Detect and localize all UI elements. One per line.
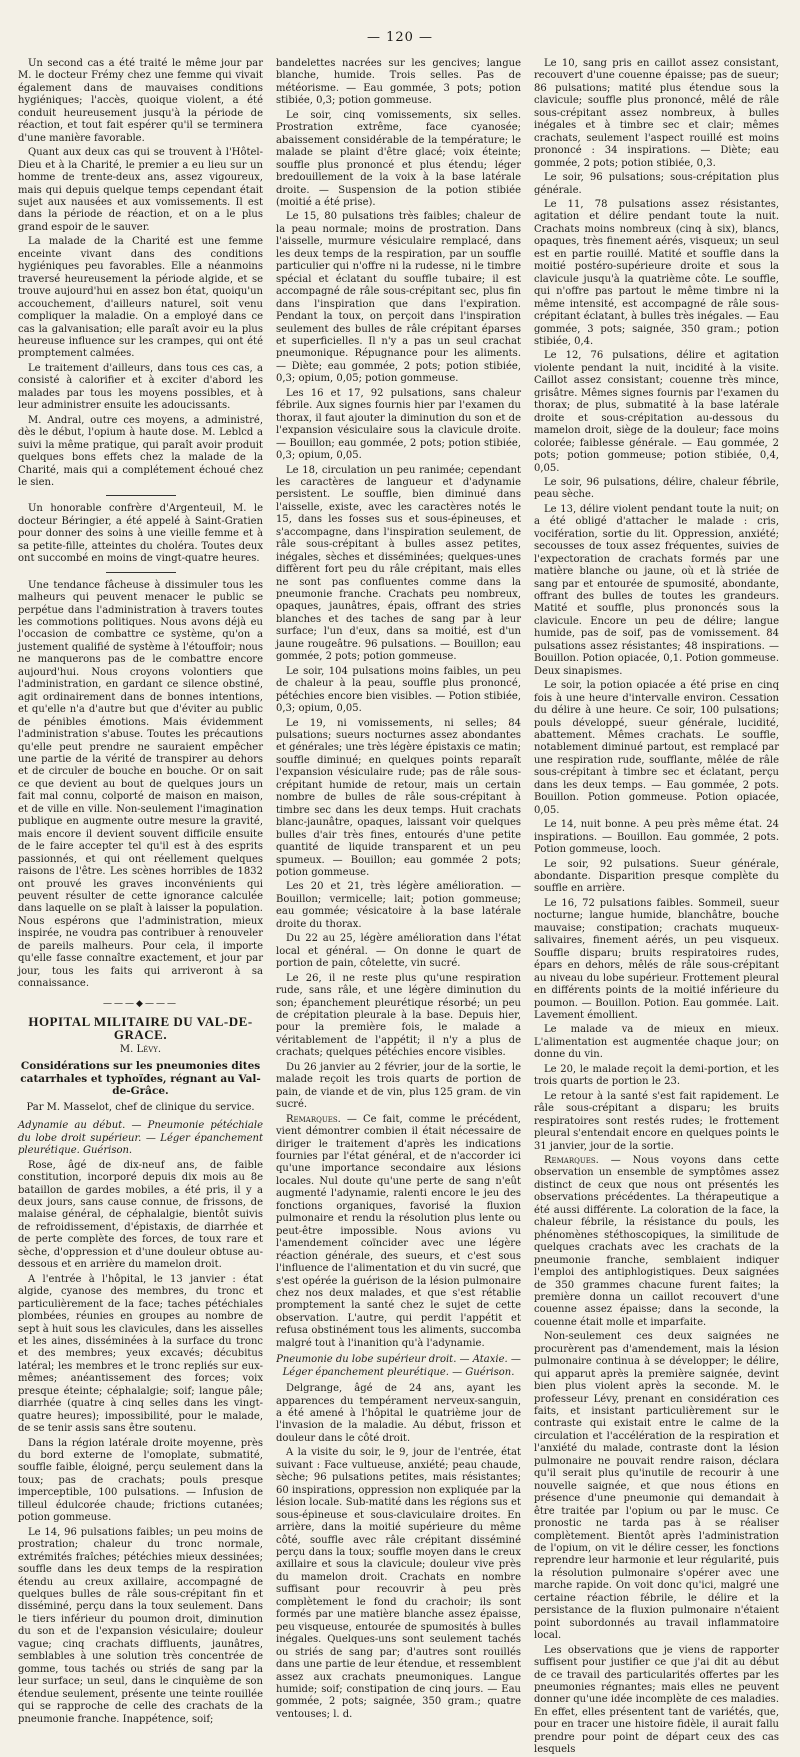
paragraph: A l'entrée à l'hôpital, le 13 janvier : état algide, cyanose des membres, du tronc et particulièrement de la face; taches pétéchiales plombées, réunies en groupes au nombre de sept à huit sous les clavicules, dans les aisselles et les aines, disséminées à la surface du tronc et des membres; yeux excavés; décubitus latéral; les membres et le tronc repliés sur eux-mêmes; anéantissement des forces; voix presque éteinte; céphalalgie; soif; langue pâle; diarrhée (quatre à cinq selles dans les vingt-quatre heures); impossibilité, pour le malade, de se tenir assis sans être soutenu.	[18, 1273, 263, 1435]
paragraph: Le 20, le malade reçoit la demi-portion, et les trois quarts de portion le 23.	[534, 1063, 779, 1088]
paragraph: Dans la région latérale droite moyenne, près du bord externe de l'omoplate, submatité, souffle faible, éloigné, perçu seulement dans la toux; pas de crachats; pouls presque imperceptible, 100 pulsations. — Infusion de tilleul édulcorée chaude; frictions cutanées; potion gommeuse.	[18, 1437, 263, 1524]
paragraph: Le 18, circulation un peu ranimée; cependant les caractères de langueur et d'adynamie persistent. Le souffle, bien diminué dans l'aisselle, existe, avec les caractères notés le 15, dans les fosses sus et sous-épineuses, et s'accompagne, dans l'inspiration seulement, de râle sous-crépitant à bulles assez petites, inégales, sèches et disséminées; quelques-unes diffèrent fort peu du râle crépitant, mais elles ne sont pas confluentes comme dans la pneumonie franche. Crachats peu nombreux, opaques, jaunâtres, épais, offrant des stries blanches et des taches de sang par à leur surface; l'un d'eux, dans sa moitié, est d'un jaune rougeâtre. 96 pulsations. — Bouillon; eau gommée, 2 pots; potion gommeuse.	[276, 464, 521, 663]
section-title: HOPITAL MILITAIRE DU VAL-DE-GRACE.	[28, 1014, 253, 1042]
paragraph: Du 22 au 25, légère amélioration dans l'état local et général. — On donne le quart de portion de pain, côtelette, vin sucré.	[276, 933, 521, 970]
section-subtitle: Considérations sur les pneumonies dites catarrhales et typhoïdes, régnant au Val-de-Grâce.	[20, 1060, 261, 1098]
paragraph: bandelettes nacrées sur les gencives; langue blanche, humide. Trois selles. Pas de météorisme. — Eau gommée, 3 pots; potion stibiée, 0,3; potion gommeuse.	[276, 58, 521, 107]
paragraph: Le 15, 80 pulsations très faibles; chaleur de la peau normale; moins de prostration. Dans l'aisselle, murmure vésiculaire remplacé, dans les deux temps de la respiration, par un souffle particulier qui n'offre ni la rudesse, ni le timbre spécial et éclatant du souffle tubaire; il est accompagné de râle sous-crépitant sec, plus fin dans l'inspiration que dans l'expiration. Pendant la toux, on perçoit dans l'inspiration seulement des bulles de râle crépitant éparses et superficielles. Il n'y a pas un seul crachat pneumonique. Répugnance pour les aliments. — Diète; eau gommée, 2 pots; potion stibiée, 0,3; opium, 0,05; potion gommeuse.	[276, 211, 521, 385]
paragraph: Le retour à la santé s'est fait rapidement. Le râle sous-crépitant a disparu; les bruits respiratoires sont restés rudes; le frottement pleural s'entendait encore en quelques points le 31 janvier, jour de la sortie.	[534, 1090, 779, 1152]
ornament-divider: ———◆———	[103, 998, 178, 1009]
paragraph: Le 12, 76 pulsations, délire et agitation violente pendant la nuit, incidité à la visite. Caillot assez consistant; couenne très mince, grisâtre. Mêmes signes fournis par l'examen du thorax; de plus, submatité à la base latérale droite et sous-crépitation au-dessous du mamelon droit, siège de la douleur; face moins colorée; faiblesse générale. — Eau gommée, 2 pots; potion gommeuse; potion stibiée, 0,4, 0,05.	[534, 350, 779, 474]
remarks-paragraph	[534, 1155, 779, 1329]
paragraph: Du 26 janvier au 2 février, jour de la sortie, le malade reçoit les trois quarts de portion de pain, de viande et de vin, plus 125 gram. de vin sucré.	[276, 1061, 521, 1111]
remarks-paragraph	[276, 1114, 521, 1351]
paragraph: Les 20 et 21, très légère amélioration. — Bouillon; vermicelle; lait; potion gommeuse; eau gommée; vésicatoire à la base latérale droite du thorax.	[276, 881, 521, 930]
paragraph: Le traitement d'ailleurs, dans tous ces cas, a consisté à calorifier et à exciter d'abord les malades par tous les moyens possibles, et à leur administrer ensuite les adoucissants.	[18, 362, 263, 412]
paragraph: Une tendance fâcheuse à dissimuler tous les malheurs qui peuvent menacer le public se perpétue dans l'administration à travers toutes les commotions politiques. Nous avons déjà eu l'occasion de combattre ce système, qu'on a justement qualifié de système à l'étouffoir; nous ne manquerons pas de le combattre encore aujourd'hui. Nous croyons volontiers que l'administration, en gardant ce silence obstiné, agit ordinairement dans de bonnes intentions, et qu'elle n'a d'autre but que d'éviter au public de pénibles émotions. Mais évidemment l'administration s'abuse. Toutes les précautions qu'elle peut prendre ne sauraient empêcher une partie de la vérité de transpirer au dehors et de circuler de bouche en bouche. Or on sait ce que devient au bout de quelques jours un fait mal connu, colporté de maison en maison, et de ville en ville. Non-seulement l'imagination publique en augmente outre mesure la gravité, mais encore il devient souvent difficile ensuite de le faire accepter tel qu'il est à des esprits passionnés, et qui ont réellement quelques raisons de l'être. Les scènes horribles de 1832 ont prouvé les graves inconvénients qui peuvent résulter de cette ignorance calculée dans laquelle on se plaît à laisser la population. Nous espérons que l'administration, mieux inspirée, ne voudra pas contribuer à renouveler de pareils malheurs. Pour cela, il importe qu'elle fasse connaître exactement, et jour par jour, tous les faits qui arriveront à sa connaissance.	[18, 579, 263, 990]
paragraph: Le 13, délire violent pendant toute la nuit; on a été obligé d'attacher le malade : cris, vocifération, sortie du lit. Oppression, anxiété; secousses de toux assez fréquentes, suivies de l'expectoration de crachats formés par une matière blanche ou jaune, où et là striée de sang par et entourée de spumosité, abondante, offrant des bulles de toutes les grandeurs. Matité et souffle, plus prononcés sous la clavicule. Encore un peu de délire; langue humide, pas de soif, pas de vomissement. 84 pulsations assez résistantes; 48 inspirations. — Bouillon. Potion opiacée, 0,1. Potion gommeuse. Deux sinapismes.	[534, 503, 779, 677]
paragraph: Rose, âgé de dix-neuf ans, de faible constitution, incorporé depuis dix mois au 8e bataillon de gardes mobiles, a été pris, il y a deux jours, sans cause connue, de frissons, de malaise général, de céphalalgie, bientôt suivis de refroidissement, d'épistaxis, de diarrhée et de perte complète des forces, de toux rare et sèche, d'oppression et d'une douleur obtuse au-dessous et en arrière du mamelon droit.	[18, 1159, 263, 1271]
paragraph: Le 10, sang pris en caillot assez consistant, recouvert d'une couenne épaisse; pas de sueur; 86 pulsations; matité plus étendue sous la clavicule; souffle plus prononcé, mêlé de râle sous-crépitant assez nombreux, à bulles inégales et à timbre sec et clair; mêmes crachats, seulement l'aspect rouillé est moins prononcé : 34 inspirations. — Diète; eau gommée, 2 pots; potion stibiée, 0,3.	[534, 58, 779, 169]
paragraph: Le soir, cinq vomissements, six selles. Prostration extrême, face cyanosée; abaissement considérable de la température; le malade se plaint d'être glacé; voix éteinte; souffle plus prononcé et plus étendu; léger bredouillement de la voix à la base latérale droite. — Suspension de la potion stibiée (moitié a été prise).	[276, 109, 521, 208]
paragraph: Le 16, 72 pulsations faibles. Sommeil, sueur nocturne; langue humide, blanchâtre, bouche mauvaise; constipation; crachats muqueux-salivaires, finement aérés, un peu visqueux. Souffle disparu; bruits respiratoires rudes, épars en dehors, mêlés de râle sous-crépitant au niveau du lobe supérieur. Frottement pleural en différents points de la moitié inférieure du poumon. — Bouillon. Potion. Eau gommée. Lait. Lavement émollient.	[534, 897, 779, 1021]
divider	[106, 495, 176, 496]
paragraph: Delgrange, âgé de 24 ans, ayant les apparences du tempérament nerveux-sanguin, a été amené à l'hôpital le quatrième jour de l'invasion de la maladie. Au début, frisson et douleur dans le côté droit.	[276, 1383, 521, 1444]
paragraph: La malade de la Charité est une femme enceinte vivant dans des conditions hygiéniques peu favorables. Elle a néanmoins traversé heureusement la période algide, et se trouve aujourd'hui en assez bon état, quoiqu'un accouchement, d'ailleurs naturel, soit venu compliquer la maladie. On a employé dans ce cas la galvanisation; elle paraît avoir eu la plus heureuse influence sur les crampes, qui ont été promptement calmées.	[18, 236, 263, 360]
paragraph: Quant aux deux cas qui se trouvent à l'Hôtel-Dieu et à la Charité, le premier a eu lieu sur un homme de trente-deux ans, assez vigoureux, mais qui depuis quelque temps cependant était sujet aux nausées et aux vomissements. Il est dans la période de réaction, et on a le plus grand espoir de le sauver.	[18, 147, 263, 233]
paragraph: A la visite du soir, le 9, jour de l'entrée, état suivant : Face vultueuse, anxiété; peau chaude, sèche; 96 pulsations petites, mais résistantes; 60 inspirations, oppression non expliquée par la lésion locale. Sub-matité dans les régions sus et sous-épineuse et sous-claviculaire droites. En arrière, dans la moitié supérieure du même côté, souffle avec râle crépitant disséminé perçu dans la toux; souffle moyen dans le creux axillaire et sous la clavicule; douleur vive près du mamelon droit. Crachats en nombre suffisant pour recouvrir à peu près complètement le fond du crachoir; ils sont formés par une matière blanche assez épaisse, peu visqueuse, entourée de spumosités à bulles inégales. Quelques-uns sont seulement tachés ou striés de sang par; d'autres sont rouillés dans une partie de leur étendue, et ressemblent assez aux crachats pneumoniques. Langue humide; soif; constipation de cinq jours. — Eau gommée, 2 pots; saignée, 350 gram.; quatre ventouses; l. d.	[276, 1447, 521, 1720]
byline: Par M. Masselot, chef de clinique du service.	[26, 1101, 255, 1113]
paragraph: Le soir, 92 pulsations. Sueur générale, abondante. Disparition presque complète du souffle en arrière.	[534, 858, 779, 895]
paragraph: M. Andral, outre ces moyens, a administré, dès le début, l'opium à haute dose. M. Leblcd a suivi la même pratique, qui paraît avoir produit quelques bons effets chez la malade de la Charité, mais qui a complétement échoué chez le sien.	[18, 414, 263, 488]
column-left	[18, 58, 263, 1725]
paragraph: Non-seulement ces deux saignées ne procurèrent pas d'amendement, mais la lésion pulmonaire continua à se développer; le délire, qui apparut après la première saignée, devint bien plus violent après la seconde. M. le professeur Lévy, prenant en considération ces faits, et insistant particulièrement sur le contraste qui existait entre le calme de la circulation et l'accélération de la respiration et l'anxiété du malade, contraste dont la lésion pulmonaire ne pouvait rendre raison, déclara qu'il serait plus qu'inutile de recourir à une nouvelle saignée, et que nous étions en présence d'une pneumonie qui demandait à être traitée par l'opium ou par le musc. Ce pronostic ne tarda pas à se réaliser complètement. Bientôt après l'administration de l'opium, on vit le délire cesser, les fonctions reprendre leur harmonie et leur régularité, puis la résolution pulmonaire s'opérer avec une marche rapide. On voit donc qu'ici, malgré une certaine réaction fébrile, le délire et la persistance de la fluxion pulmonaire n'étaient point subordonnés au travail inflammatoire local.	[534, 1331, 779, 1642]
paragraph: Les 16 et 17, 92 pulsations, sans chaleur fébrile. Aux signes fournis hier par l'examen du thorax, il faut ajouter la diminution du son et de l'expansion vésiculaire sous la clavicule droite. — Bouillon; eau gommée, 2 pots; potion stibiée, 0,3; opium, 0,05.	[276, 387, 521, 462]
paragraph: Les observations que je viens de rapporter suffisent pour justifier ce que j'ai dit au début de ce travail des particularités offertes par les pneumonies régnantes; mais elles ne peuvent donner qu'une idée incomplète de ces maladies. En effet, elles présentent tant de variétés, que, pour en tracer une histoire fidèle, il aurait fallu prendre pour point de départ ceux des cas lesquels	[534, 1644, 779, 1756]
remarks-lead: Remarques.	[286, 1113, 341, 1125]
remarks-text: — Nous voyons dans cette observation un ensemble de symptômes assez distinct de ceux que nous ont présentés les observations précédentes. La thérapeutique a été aussi différente. La coloration de la face, la chaleur fébrile, la résistance du pouls, les phénomènes stéthoscopiques, la similitude de quelques crachats avec les crachats de la pneumonie franche, semblaient indiquer l'emploi des antiphlogistiques. Deux saignées de 350 grammes chacune furent faites; la première donna un caillot recouvert d'une couenne assez épaisse; dans la seconde, la couenne était molle et imparfaite.	[534, 1154, 779, 1328]
paragraph: Le soir, la potion opiacée a été prise en cinq fois à une heure d'intervalle environ. Cessation du délire à une heure. Ce soir, 100 pulsations; pouls développé, sueur générale, lucidité, abattement. Mêmes crachats. Le souffle, notablement diminué partout, est remplacé par une respiration rude, soufflante, mêlée de râle sous-crépitant à timbre sec et éclatant, perçu dans les deux temps. — Eau gommée, 2 pots. Bouillon. Potion gommeuse. Potion opiacée, 0,05.	[534, 680, 779, 816]
case-heading: Pneumonie du lobe supérieur droit. — Ataxie. — Léger épanchement pleurétique. — Guérison.	[276, 1354, 521, 1378]
paragraph: Le 14, nuit bonne. A peu près même état. 24 inspirations. — Bouillon. Eau gommée, 2 pots. Potion gommeuse, looch.	[534, 819, 779, 856]
paragraph: Le malade va de mieux en mieux. L'alimentation est augmentée chaque jour; on donne du vin.	[534, 1024, 779, 1061]
paragraph: Le soir, 96 pulsations; sous-crépitation plus générale.	[534, 172, 779, 196]
paragraph: Un honorable confrère d'Argenteuil, M. le docteur Béringier, a été appelé à Saint-Gratien pour donner des soins à une vieille femme et à sa petite-fille, atteintes du choléra. Toutes deux ont succombé en moins de vingt-quatre heures.	[18, 503, 263, 565]
paragraph: Le 14, 96 pulsations faibles; un peu moins de prostration; chaleur du tronc normale, extrémités fraîches; pétéchies mieux dessinées; souffle dans les deux temps de la respiration étendu au creux axillaire, accompagné de quelques bulles de râle sous-crépitant fin et disséminé, perçu dans la toux seulement. Dans le tiers inférieur du poumon droit, diminution du son et de l'expansion vésiculaire; douleur vague; cinq crachats diffluents, jaunâtres, semblables à une solution très concentrée de gomme, tous tachés ou striés de sang par la leur surface; un seul, dans le cinquième de son étendue seulement, présente une teinte rouillée qui se rapproche de celle des crachats de la pneumonie franche. Inappétence, soif;	[18, 1526, 263, 1725]
divider	[106, 572, 176, 573]
paragraph: Le soir, 96 pulsations, délire, chaleur fébrile, peau sèche.	[534, 476, 779, 501]
page-number: — 120 —	[366, 30, 434, 45]
paragraph: Le 11, 78 pulsations assez résistantes, agitation et délire pendant toute la nuit. Crachats moins nombreux (cinq à six), blancs, opaques, très finement aérés, visqueux; un seul est en partie rouillé. Matité et souffle dans la moitié postéro-supérieure droite et sous la clavicule jusqu'à la quatrième côte. Le souffle, qui n'offre pas partout le même timbre ni la même intensité, est accompagné de râle sous-crépitant éclatant, à bulles très inégales. — Eau gommée, 3 pots; saignée, 350 gram.; potion stibiée, 0,4.	[534, 198, 779, 347]
case-heading: Adynamie au début. — Pneumonie pétéchiale du lobe droit supérieur. — Léger épanchement pleurétique. Guérison.	[18, 1120, 263, 1157]
paragraph: Le 26, il ne reste plus qu'une respiration rude, sans râle, et une légère diminution du son; épanchement pleurétique résorbé; un peu de crépitation pleurale à la base. Depuis hier, pour la première fois, le malade a véritablement de l'appétit; il n'y a plus de crachats; quelques pétéchies encore visibles.	[276, 972, 521, 1059]
remarks-text: — Ce fait, comme le précédent, vient démontrer combien il était nécessaire de diriger le traitement d'après les indications fournies par l'état général, et de n'accorder ici qu'une importance secondaire aux lésions locales. Nul doute qu'une perte de sang n'eût augmenté l'adynamie, ralenti encore le jeu des fonctions organiques, favorisé la fluxion pulmonaire et rendu la résolution plus lente ou peut-être impossible. Nous avions vu l'amendement coïncider avec une légère réaction générale, des sueurs, et c'est sous l'influence de l'alimentation et du vin sucré, que s'est opérée la guérison de la lésion pulmonaire chez nos deux malades, et que s'est rétablie promptement la santé chez le sujet de cette observation. L'autre, qui perdit l'appétit et refusa obstinément tous les aliments, succomba malgré tout à l'inanition qu'à l'adynamie.	[276, 1113, 521, 1349]
remarks-lead: Remarques.	[544, 1154, 599, 1166]
section-author: M. Lévy.	[119, 1043, 162, 1055]
paragraph: Un second cas a été traité le même jour par M. le docteur Frémy chez une femme qui vivait également dans de mauvaises conditions hygiéniques; l'accès, quoique violent, a été conduit heureusement jusqu'à la période de réaction, et tout fait espérer qu'il se terminera d'une manière favorable.	[18, 58, 263, 144]
paragraph: Le 19, ni vomissements, ni selles; 84 pulsations; sueurs nocturnes assez abondantes et générales; une très légère épistaxis ce matin; souffle diminué; en quelques points reparaît l'expansion vésiculaire rude; pas de râle sous-crépitant humide de retour, mais un certain nombre de bulles de râle sous-crépitant à timbre sec dans les deux temps. Huit crachats blanc-jaunâtre, opaques, laissant voir quelques bulles d'air très fines, entourés d'une petite quantité de liquide transparent et un peu spumeux. — Bouillon; eau gommée 2 pots; potion gommeuse.	[276, 717, 521, 878]
column-middle	[276, 58, 521, 1720]
paragraph: Le soir, 104 pulsations moins faibles, un peu de chaleur à la peau, souffle plus prononcé, pétéchies encore bien visibles. — Potion stibiée, 0,3; opium, 0,05.	[276, 665, 521, 715]
column-right	[534, 58, 779, 1756]
